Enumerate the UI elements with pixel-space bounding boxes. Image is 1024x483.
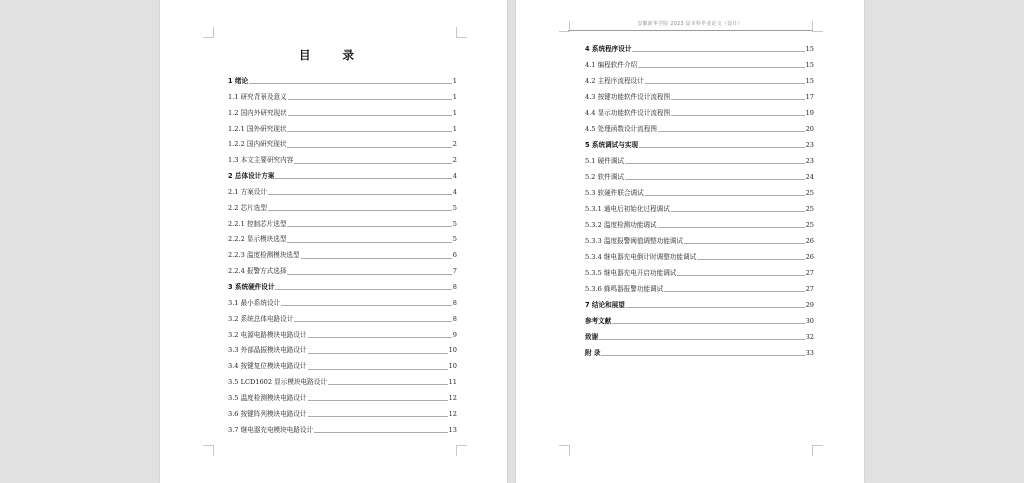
toc-entry-page-number: 1 (452, 92, 457, 101)
document-page-left (160, 0, 507, 483)
toc-leader-dots (632, 51, 804, 52)
toc-entry[interactable] (228, 232, 457, 248)
toc-entry-page-number: 15 (805, 45, 814, 53)
toc-entry-page-number: 8 (452, 282, 457, 291)
toc-entry-label: 1.2.2 国内研究现状 (228, 140, 287, 149)
toc-entry-label: 1.1 研究背景及意义 (228, 92, 287, 101)
toc-leader-dots (645, 83, 805, 84)
toc-entry-page-number: 26 (805, 253, 814, 261)
toc-leader-dots (288, 99, 452, 100)
toc-leader-dots (314, 432, 447, 433)
toc-entry[interactable] (228, 343, 457, 359)
toc-entry[interactable] (585, 185, 814, 201)
toc-entry-page-number: 10 (448, 362, 457, 371)
toc-leader-dots (671, 115, 804, 116)
toc-entry-page-number: 5 (452, 219, 457, 228)
toc-entry-page-number: 27 (805, 269, 814, 277)
toc-leader-dots (625, 163, 805, 164)
toc-entry-page-number: 11 (448, 378, 457, 387)
toc-leader-dots (275, 289, 451, 290)
toc-leader-dots (677, 275, 804, 276)
toc-entry-label: 2 总体设计方案 (228, 172, 275, 181)
toc-entry-label: 5.3.5 继电器充电开启功能调试 (585, 269, 677, 277)
toc-leader-dots (328, 384, 448, 385)
toc-entry-page-number: 29 (805, 301, 814, 309)
toc-entry-label: 1 绪论 (228, 77, 249, 85)
toc-leader-dots (645, 195, 805, 196)
toc-entry-label: 5.3.2 温度检测功能调试 (585, 221, 657, 229)
document-page-right (516, 0, 864, 483)
toc-entry[interactable] (585, 233, 814, 249)
toc-entry-page-number: 5 (452, 235, 457, 244)
toc-entry[interactable] (228, 185, 457, 201)
toc-leader-dots (288, 115, 452, 116)
toc-leader-dots (308, 400, 448, 401)
margin-corner-mark (559, 445, 570, 456)
toc-entry-page-number: 23 (805, 141, 814, 149)
toc-leader-dots (664, 291, 804, 292)
toc-entry-page-number: 5 (452, 203, 457, 212)
margin-corner-mark (559, 21, 570, 32)
toc-entry[interactable] (228, 248, 457, 264)
toc-entry-label: 1.2 国内外研究现状 (228, 108, 287, 117)
toc-entry-page-number: 9 (452, 330, 457, 339)
toc-entry[interactable] (585, 57, 814, 73)
toc-entry[interactable] (585, 169, 814, 185)
toc-leader-dots (287, 226, 451, 227)
toc-entry-page-number: 12 (448, 409, 457, 418)
margin-corner-mark (812, 445, 823, 456)
toc-entry[interactable] (228, 74, 457, 90)
toc-entry-page-number: 27 (805, 285, 814, 293)
toc-entry[interactable] (585, 265, 814, 281)
toc-entry[interactable] (228, 423, 457, 439)
toc-entry-page-number: 10 (448, 346, 457, 355)
toc-entry-page-number: 15 (805, 77, 814, 85)
toc-leader-dots (308, 353, 448, 354)
toc-leader-dots (626, 307, 805, 308)
toc-entry-label: 4.4 显示功能软件设计流程图 (585, 109, 671, 117)
toc-leader-dots (268, 194, 452, 195)
toc-entry[interactable] (585, 249, 814, 265)
toc-leader-dots (301, 258, 452, 259)
toc-entry[interactable] (585, 121, 814, 137)
toc-entry-label: 1.2.1 国外研究现状 (228, 124, 287, 133)
toc-leader-dots (249, 83, 452, 84)
toc-entry-page-number: 32 (805, 333, 814, 341)
toc-entry-page-number: 20 (805, 125, 814, 133)
toc-leader-dots (287, 147, 451, 148)
margin-corner-mark (812, 21, 823, 32)
toc-entry-label: 4.2 主程序流程设计 (585, 77, 644, 85)
toc-entry-label: 3.6 按键阵列模块电路设计 (228, 409, 307, 418)
toc-entry-page-number: 8 (452, 314, 457, 323)
toc-entry-page-number: 15 (805, 61, 814, 69)
toc-entry-page-number: 4 (452, 187, 457, 196)
toc-entry-page-number: 1 (452, 108, 457, 117)
toc-entry-page-number: 6 (452, 251, 457, 260)
toc-entry-page-number: 13 (448, 425, 457, 434)
toc-entry-label: 2.2.4 报警方式选择 (228, 267, 287, 276)
toc-entry[interactable] (228, 328, 457, 344)
toc-entry[interactable] (585, 345, 814, 361)
toc-leader-dots (268, 210, 452, 211)
toc-entry[interactable] (228, 217, 457, 233)
toc-entry[interactable] (228, 312, 457, 328)
toc-entry-page-number: 12 (448, 393, 457, 402)
toc-entry-label: 4.3 按键功能软件设计流程图 (585, 93, 671, 101)
toc-leader-dots (625, 179, 805, 180)
toc-entry-label: 5.3.4 继电器充电倒计时调整功能调试 (585, 253, 697, 261)
toc-leader-dots (658, 131, 805, 132)
toc-entry-label: 2.2 芯片选型 (228, 203, 267, 212)
toc-entry-page-number: 25 (805, 205, 814, 213)
toc-entry-label: 2.2.2 显示模块选型 (228, 235, 287, 244)
toc-entry[interactable] (228, 106, 457, 122)
toc-entry[interactable] (228, 90, 457, 106)
toc-leader-dots (658, 227, 805, 228)
toc-leader-dots (638, 67, 804, 68)
toc-entry-label: 2.2.3 温度检测模块选型 (228, 251, 300, 260)
table-of-contents-left (228, 74, 457, 438)
toc-leader-dots (671, 211, 805, 212)
toc-leader-dots (308, 416, 448, 417)
toc-leader-dots (639, 147, 805, 148)
toc-entry-page-number: 23 (805, 157, 814, 165)
toc-entry-label: 2.1 方案设计 (228, 187, 267, 196)
toc-entry-label: 4 系统程序设计 (585, 45, 632, 53)
toc-entry[interactable] (585, 89, 814, 105)
toc-entry-label: 3.7 继电器充电模块电路设计 (228, 425, 314, 434)
toc-entry[interactable] (585, 153, 814, 169)
toc-entry-label: 2.2.1 控制芯片选型 (228, 219, 287, 228)
toc-leader-dots (294, 321, 451, 322)
toc-entry-page-number: 8 (452, 298, 457, 307)
toc-entry-label: 致谢 (585, 333, 599, 341)
toc-entry-label: 3.2 电源电路模块电路设计 (228, 330, 307, 339)
toc-entry-label: 7 结论和展望 (585, 301, 625, 309)
toc-entry-page-number: 1 (452, 77, 457, 85)
toc-entry-label: 5.3 软硬件联合调试 (585, 189, 644, 197)
toc-leader-dots (308, 369, 448, 370)
toc-leader-dots (308, 337, 452, 338)
toc-leader-dots (612, 323, 804, 324)
toc-leader-dots (275, 178, 451, 179)
toc-leader-dots (287, 242, 451, 243)
toc-leader-dots (671, 99, 804, 100)
toc-entry-page-number: 4 (452, 172, 457, 181)
toc-entry-label: 1.3 本文主要研究内容 (228, 156, 294, 165)
toc-entry-label: 5 系统调试与实现 (585, 141, 639, 149)
toc-entry-page-number: 1 (452, 124, 457, 133)
toc-entry-page-number: 25 (805, 221, 814, 229)
toc-entry[interactable] (585, 41, 814, 57)
toc-entry[interactable] (228, 375, 457, 391)
toc-entry-label: 5.2 软件调试 (585, 173, 624, 181)
toc-entry[interactable] (585, 217, 814, 233)
toc-entry[interactable] (228, 122, 457, 138)
toc-entry[interactable] (585, 137, 814, 153)
toc-entry-page-number: 25 (805, 189, 814, 197)
table-of-contents-right (585, 41, 814, 361)
toc-entry-page-number: 2 (452, 140, 457, 149)
toc-leader-dots (684, 243, 805, 244)
toc-entry-page-number: 33 (805, 349, 814, 357)
toc-leader-dots (287, 131, 451, 132)
toc-entry[interactable] (228, 169, 457, 185)
running-header: 安徽新华学院 2023 届本科毕业论文（设计） (637, 21, 743, 27)
toc-entry-page-number: 30 (805, 317, 814, 325)
toc-entry-label: 3.5 LCD1602 显示模块电路设计 (228, 378, 327, 387)
toc-entry-label: 5.3.1 通电后初始化过程调试 (585, 205, 670, 213)
toc-entry[interactable] (228, 296, 457, 312)
margin-corner-mark (456, 27, 467, 38)
toc-entry-label: 3.2 系统总体电路设计 (228, 314, 294, 323)
toc-entry-label: 3.5 温度检测模块电路设计 (228, 393, 307, 402)
toc-entry[interactable] (228, 137, 457, 153)
toc-entry[interactable] (585, 281, 814, 297)
toc-leader-dots (697, 259, 804, 260)
header-rule (568, 30, 812, 31)
toc-leader-dots (601, 355, 804, 356)
toc-entry-label: 3.1 最小系统设计 (228, 298, 281, 307)
toc-entry-label: 参考文献 (585, 317, 612, 325)
toc-entry[interactable] (228, 407, 457, 423)
toc-entry-page-number: 26 (805, 237, 814, 245)
toc-entry-page-number: 17 (805, 93, 814, 101)
toc-entry[interactable] (228, 359, 457, 375)
toc-leader-dots (294, 163, 451, 164)
toc-entry[interactable] (228, 264, 457, 280)
toc-entry-label: 4.1 编程软件介绍 (585, 61, 638, 69)
toc-leader-dots (281, 305, 452, 306)
toc-entry-label: 5.3.3 温度报警阈值调整功能调试 (585, 237, 683, 245)
toc-entry-label: 5.3.6 蜂鸣器报警功能调试 (585, 285, 664, 293)
toc-entry[interactable] (585, 201, 814, 217)
toc-entry-label: 3.4 按键复位模块电路设计 (228, 362, 307, 371)
margin-corner-mark (456, 445, 467, 456)
toc-entry-page-number: 7 (452, 267, 457, 276)
toc-entry[interactable] (585, 73, 814, 89)
toc-entry[interactable] (228, 201, 457, 217)
margin-corner-mark (203, 27, 214, 38)
toc-entry[interactable] (585, 329, 814, 345)
toc-entry-page-number: 24 (805, 173, 814, 181)
margin-corner-mark (203, 445, 214, 456)
toc-leader-dots (599, 339, 804, 340)
toc-entry[interactable] (585, 297, 814, 313)
toc-entry[interactable] (228, 153, 457, 169)
toc-entry-label: 3 系统硬件设计 (228, 282, 275, 291)
toc-entry-page-number: 19 (805, 109, 814, 117)
toc-leader-dots (287, 274, 451, 275)
toc-entry-label: 4.5 处理函数设计流程图 (585, 125, 657, 133)
toc-entry-label: 5.1 硬件调试 (585, 157, 624, 165)
toc-title: 目 录 (298, 48, 368, 62)
toc-entry-label: 附 录 (585, 349, 601, 357)
toc-entry[interactable] (228, 280, 457, 296)
toc-entry[interactable] (585, 105, 814, 121)
toc-entry[interactable] (585, 313, 814, 329)
toc-entry[interactable] (228, 391, 457, 407)
toc-entry-page-number: 2 (452, 156, 457, 165)
toc-entry-label: 3.3 外部晶振模块电路设计 (228, 346, 307, 355)
